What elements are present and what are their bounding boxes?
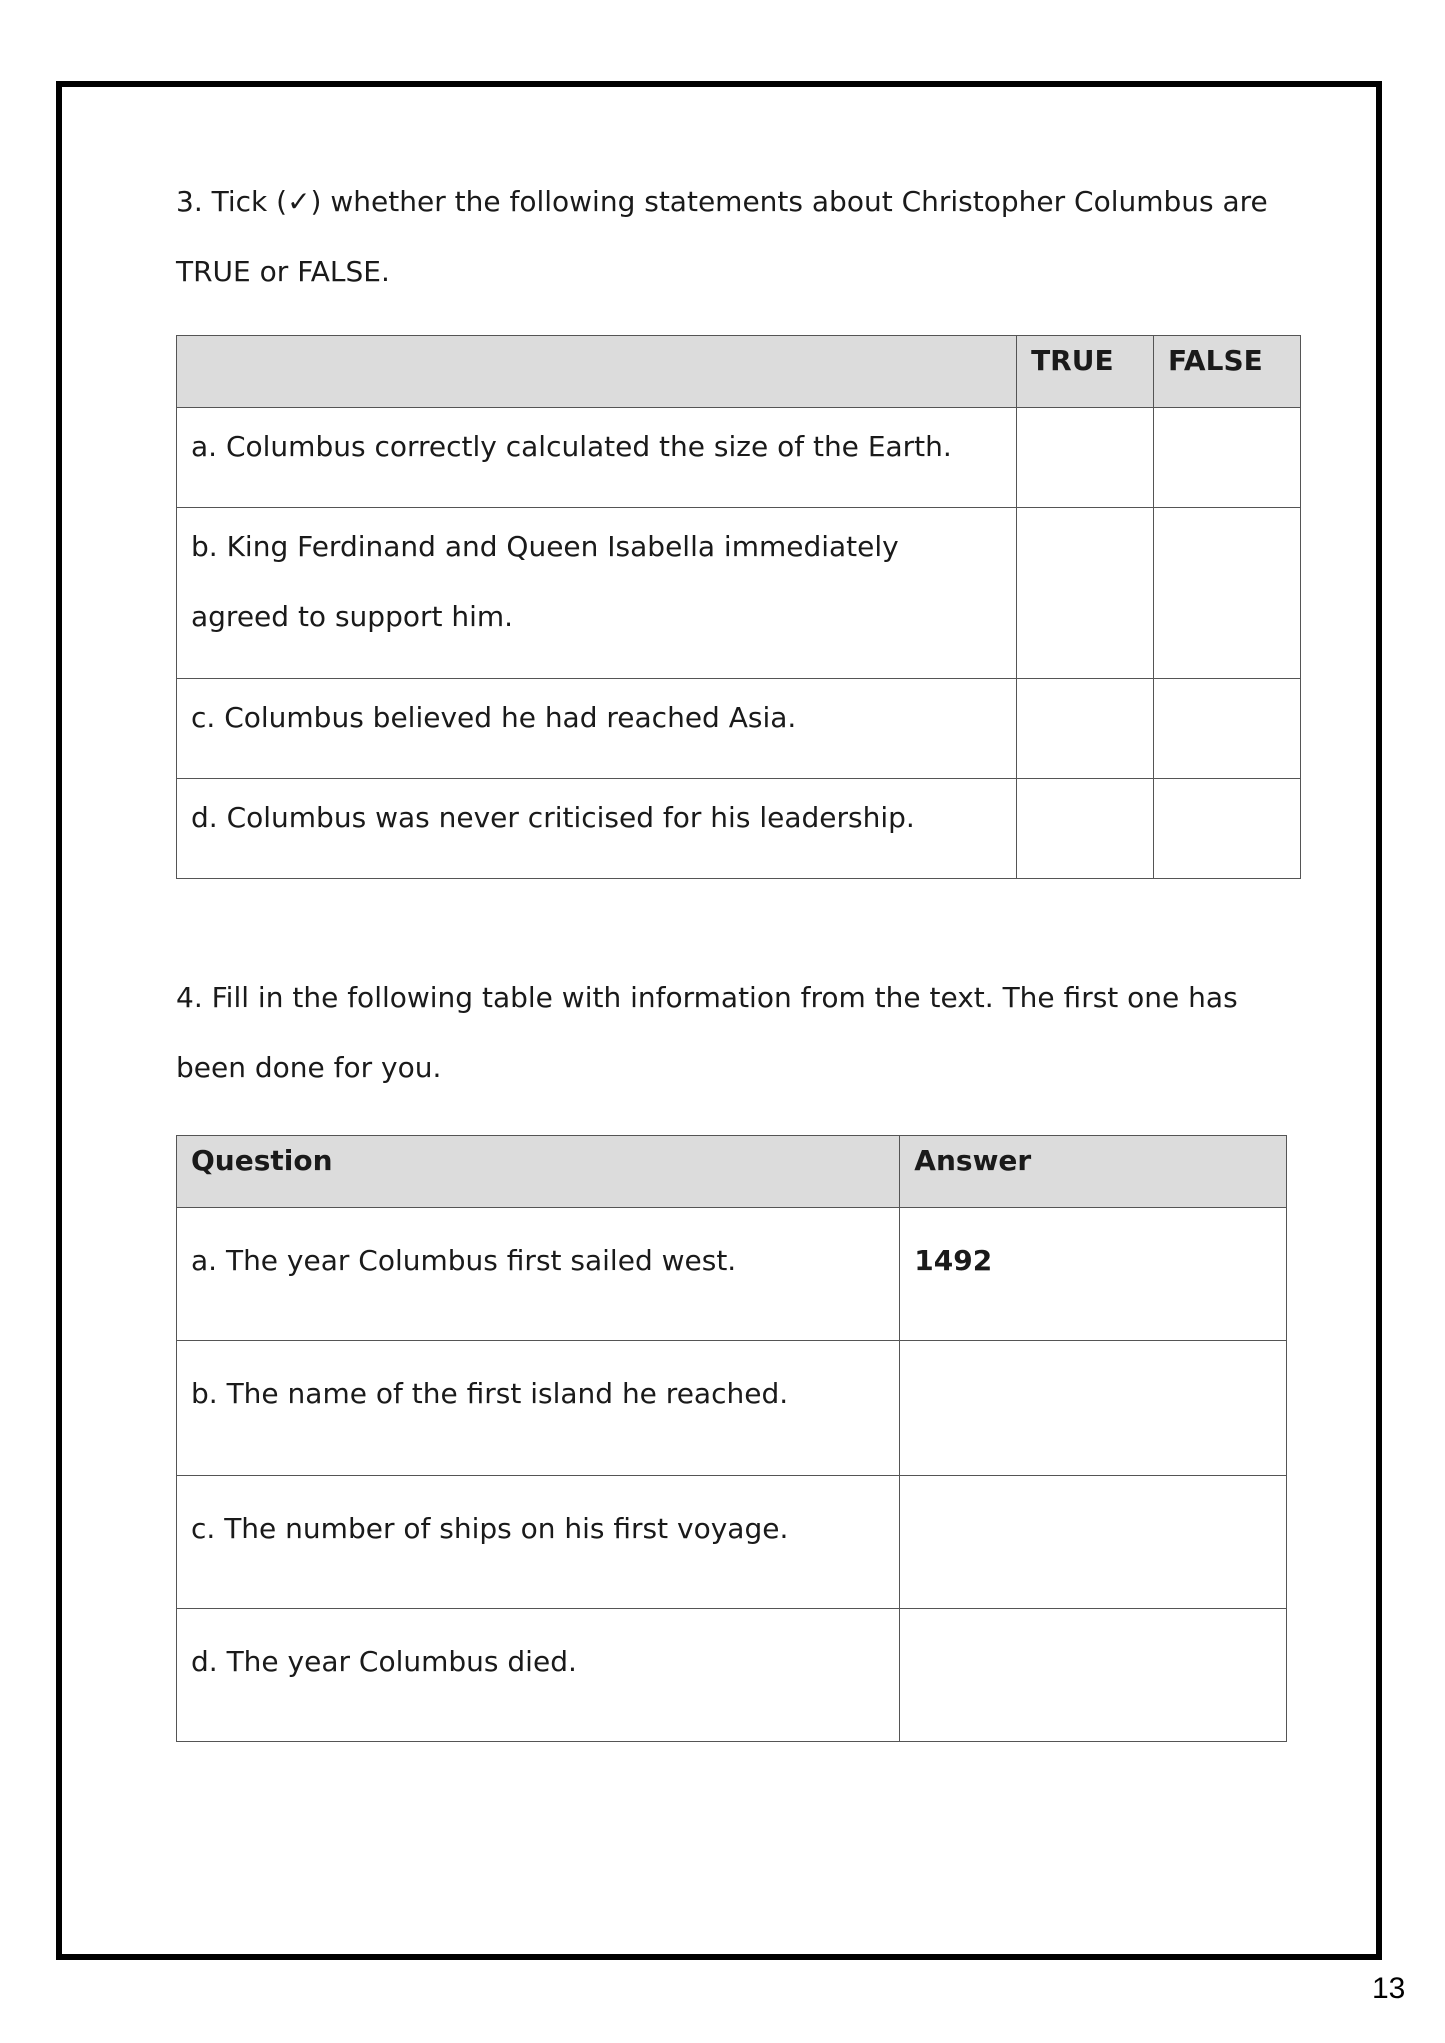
- table-row: [177, 1476, 1287, 1609]
- table-row: [177, 1208, 1287, 1341]
- true-header: TRUE: [1017, 336, 1154, 408]
- question-3-prefix: 3. Tick (: [176, 185, 288, 218]
- question-a: a. The year Columbus first sailed west.: [177, 1208, 900, 1341]
- question-d: d. The year Columbus died.: [177, 1609, 900, 1742]
- answer-header: Answer: [900, 1136, 1287, 1208]
- table-row: [177, 779, 1301, 879]
- table-row: [177, 679, 1301, 779]
- true-cell-b[interactable]: [1017, 508, 1154, 679]
- statement-b: b. King Ferdinand and Queen Isabella immediately agreed to support him.: [177, 508, 1017, 679]
- answer-d[interactable]: [900, 1609, 1287, 1742]
- answer-a: 1492: [900, 1208, 1287, 1341]
- false-cell-d[interactable]: [1154, 779, 1301, 879]
- statement-a: a. Columbus correctly calculated the size of the Earth.: [177, 408, 1017, 508]
- fill-in-table: [176, 1135, 1287, 1742]
- table-row: [177, 408, 1301, 508]
- question-3-prompt: [176, 167, 1306, 307]
- true-cell-d[interactable]: [1017, 779, 1154, 879]
- question-b: b. The name of the first island he reached.: [177, 1341, 900, 1476]
- page-number: 13: [1372, 1972, 1406, 2005]
- table-row: [177, 508, 1301, 679]
- table-header-row: [177, 336, 1301, 408]
- answer-c[interactable]: [900, 1476, 1287, 1609]
- question-c: c. The number of ships on his first voyage.: [177, 1476, 900, 1609]
- true-false-table: [176, 335, 1301, 879]
- false-cell-c[interactable]: [1154, 679, 1301, 779]
- statement-c: c. Columbus believed he had reached Asia.: [177, 679, 1017, 779]
- statement-d: d. Columbus was never criticised for his leadership.: [177, 779, 1017, 879]
- question-4-prompt: 4. Fill in the following table with information from the text. The first one has been done for you.: [176, 981, 1238, 1084]
- true-cell-c[interactable]: [1017, 679, 1154, 779]
- table-header-row: [177, 1136, 1287, 1208]
- false-cell-b[interactable]: [1154, 508, 1301, 679]
- false-cell-a[interactable]: [1154, 408, 1301, 508]
- false-header: FALSE: [1154, 336, 1301, 408]
- table-row: [177, 1609, 1287, 1742]
- statement-header: [177, 336, 1017, 408]
- table-row: [177, 1341, 1287, 1476]
- question-header: Question: [177, 1136, 900, 1208]
- tick-icon: ✓: [287, 185, 311, 218]
- true-cell-a[interactable]: [1017, 408, 1154, 508]
- question-3-suffix: ) whether the following statements about Christopher Columbus are TRUE or FALSE.: [176, 185, 1268, 288]
- answer-b[interactable]: [900, 1341, 1287, 1476]
